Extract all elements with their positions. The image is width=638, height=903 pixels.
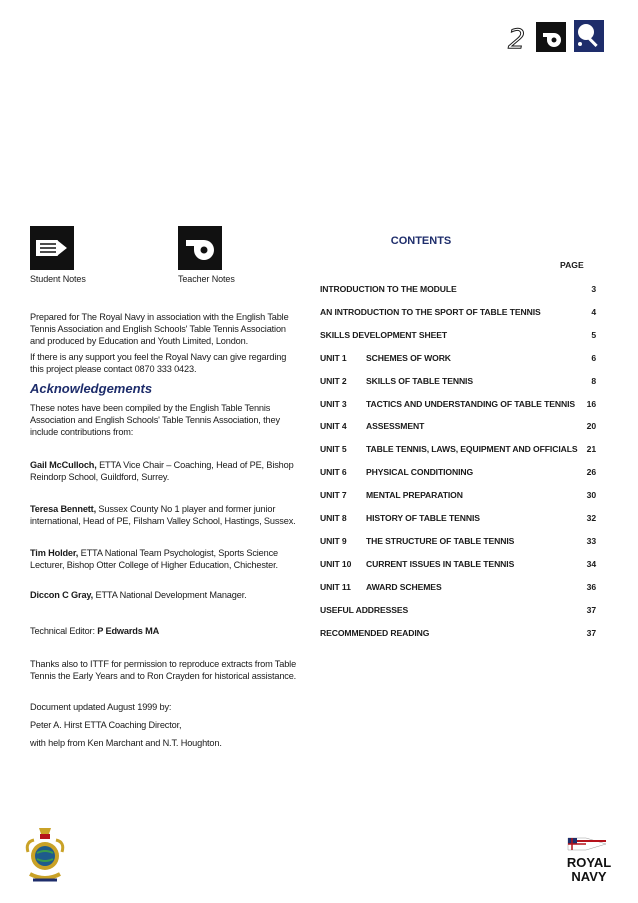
rn-logo-text-royal: ROYAL xyxy=(566,855,612,870)
contents-page-number: 32 xyxy=(586,513,596,523)
contents-title-text: SCHEMES OF WORK xyxy=(366,352,451,363)
contributor-name: Tim Holder, xyxy=(30,548,79,558)
contents-unit: UNIT 10 xyxy=(320,558,352,569)
royal-marines-crest-icon xyxy=(24,826,66,886)
pencil-icon xyxy=(30,226,74,270)
contents-page-number: 6 xyxy=(591,352,596,363)
contents-unit: UNIT 8 xyxy=(320,513,347,523)
royal-navy-logo-icon xyxy=(566,836,612,884)
contents-page-number: 3 xyxy=(591,284,596,294)
contents-page-number: 37 xyxy=(586,604,596,615)
contents-title-text: SKILLS OF TABLE TENNIS xyxy=(366,375,473,386)
contents-title-text: USEFUL ADDRESSES xyxy=(320,604,409,615)
contributor-name: Gail McCulloch, xyxy=(30,460,97,470)
contributor-item xyxy=(30,547,302,571)
contents-title-text: PHYSICAL CONDITIONING xyxy=(366,467,474,478)
contents-title-text: TACTICS AND UNDERSTANDING OF TABLE TENNIS xyxy=(366,398,575,409)
contents-page-number: 37 xyxy=(586,627,596,638)
contents-title-text: ASSESSMENT xyxy=(366,421,425,432)
contents-title-text: HISTORY OF TABLE TENNIS xyxy=(366,513,480,523)
contents-unit: UNIT 6 xyxy=(320,467,347,478)
contents-title-text: SKILLS DEVELOPMENT SHEET xyxy=(320,329,447,340)
contents-page-number: 33 xyxy=(586,535,596,546)
editor-prefix: Technical Editor: xyxy=(30,626,98,636)
contents-page-number: 8 xyxy=(591,375,596,386)
contributor-detail: ETTA National Team Psychologist, Sports Science Lecturer, Bishop Otter College of Higher Education, Chichester. xyxy=(30,548,278,570)
contents-unit: UNIT 2 xyxy=(320,375,347,386)
contents-unit: UNIT 5 xyxy=(320,444,347,455)
whistle-icon xyxy=(178,226,222,270)
contents-title-text: CURRENT ISSUES IN TABLE TENNIS xyxy=(366,558,515,569)
thanks-paragraph: Thanks also to ITTF for permission to reproduce extracts from Table Tennis the Early Years and to Ron Crayden for historical assistance. xyxy=(30,659,297,681)
contributor-detail: ETTA Vice Chair – Coaching, Head of PE, Bishop Reindorp School, Guildford, Surrey. xyxy=(30,460,294,482)
contents-page-number: 36 xyxy=(586,581,596,592)
prepared-paragraph: Prepared for The Royal Navy in association with the English Table Tennis Association and English Schools' Table Tennis Association and produced by Education and Youth Limited, London. xyxy=(30,312,289,346)
contents-page-number: 26 xyxy=(586,467,596,478)
contents-title-text: AN INTRODUCTION TO THE SPORT OF TABLE TENNIS xyxy=(320,306,541,317)
contents-title-text: TABLE TENNIS, LAWS, EQUIPMENT AND OFFICIALS xyxy=(366,444,578,455)
contents-title-text: RECOMMENDED READING xyxy=(320,627,430,638)
editor-name: P Edwards MA xyxy=(97,626,160,636)
contents-unit: UNIT 3 xyxy=(320,398,347,409)
technical-editor xyxy=(30,625,302,637)
updated-by-line: Peter A. Hirst ETTA Coaching Director, xyxy=(30,720,182,730)
student-notes-label: Student Notes xyxy=(30,274,86,284)
contents-title-text: THE STRUCTURE OF TABLE TENNIS xyxy=(366,535,515,546)
contents-page-number: 30 xyxy=(586,490,596,501)
rn-logo-text-navy: NAVY xyxy=(571,869,607,884)
contents-page-number: 20 xyxy=(586,421,596,432)
contributor-detail: Sussex County No 1 player and former junior international, Head of PE, Filsham Valley School, Hastings, Sussex. xyxy=(30,504,296,526)
contributor-name: Diccon C Gray, xyxy=(30,590,94,600)
contributor-name: Teresa Bennett, xyxy=(30,504,96,514)
contents-page-number: 16 xyxy=(586,398,596,409)
contents-unit: UNIT 9 xyxy=(320,535,347,546)
contents-unit: UNIT 7 xyxy=(320,490,347,501)
contents-page-number: 34 xyxy=(586,558,596,569)
help-line: with help from Ken Marchant and N.T. Houghton. xyxy=(30,738,222,748)
contents-page-number: 5 xyxy=(591,329,596,340)
table-tennis-bat-icon xyxy=(574,20,604,52)
contributor-item xyxy=(30,459,302,483)
teacher-notes-label: Teacher Notes xyxy=(178,274,235,284)
contents-title-text: MENTAL PREPARATION xyxy=(366,490,463,501)
acknowledgements-intro: These notes have been compiled by the English Table Tennis Association and English Schools' Table Tennis Association, they include contributions from: xyxy=(30,403,280,437)
contributor-item xyxy=(30,503,302,527)
contents-page-number: 4 xyxy=(591,306,596,317)
acknowledgements-heading: Acknowledgements xyxy=(30,381,153,396)
contents-unit: UNIT 4 xyxy=(320,421,347,432)
updated-line: Document updated August 1999 by: xyxy=(30,702,172,712)
contents-title-text: AWARD SCHEMES xyxy=(366,581,442,592)
contributor-item xyxy=(30,589,302,601)
whistle-icon xyxy=(536,22,566,52)
page-number: 2 xyxy=(508,24,526,55)
contents-title-text: INTRODUCTION TO THE MODULE xyxy=(320,284,457,294)
contents-title: CONTENTS xyxy=(390,235,452,247)
contents-page-number: 21 xyxy=(586,444,596,455)
page-column-label: PAGE xyxy=(560,260,584,270)
contents-unit: UNIT 1 xyxy=(320,352,347,363)
contents-unit: UNIT 11 xyxy=(320,581,351,592)
support-paragraph: If there is any support you feel the Royal Navy can give regarding this project please contact 0870 333 0423. xyxy=(30,352,287,374)
contributor-detail: ETTA National Development Manager. xyxy=(93,590,247,600)
